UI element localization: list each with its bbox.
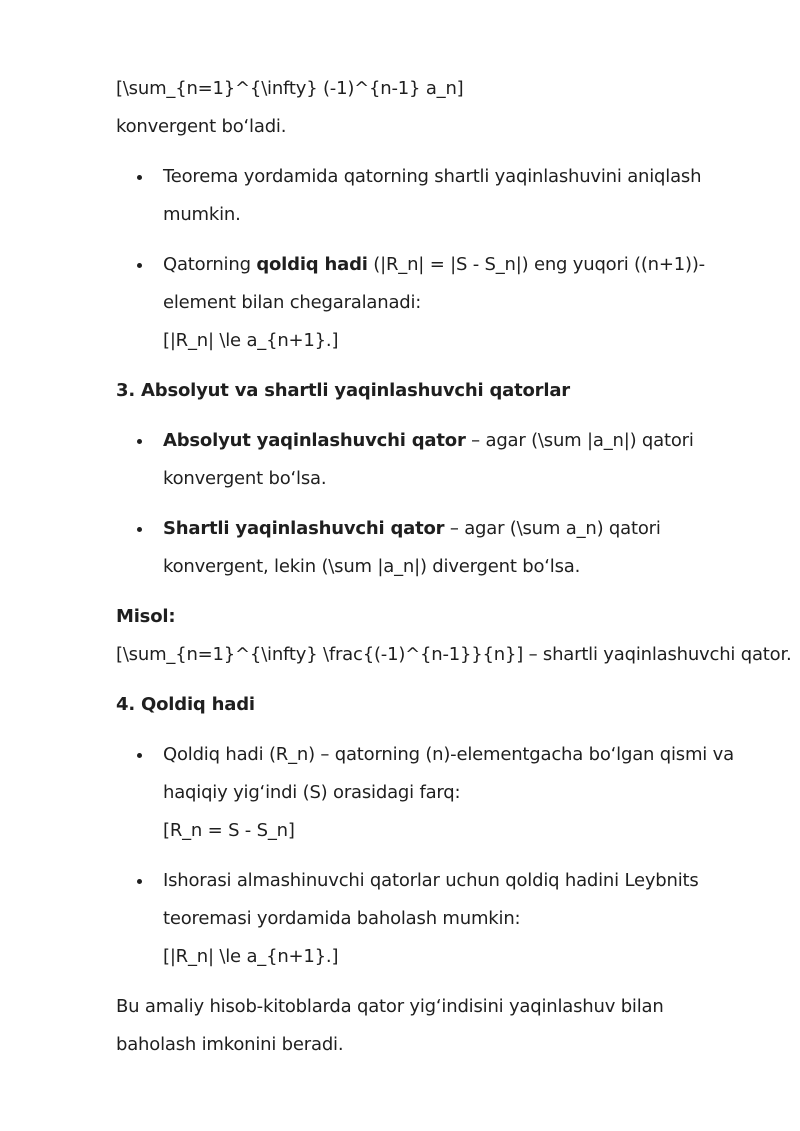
closing-text: baholash imkonini beradi. bbox=[116, 1034, 344, 1055]
bullet-text: – agar (\sum |a_n|) qatori bbox=[465, 430, 694, 451]
bullet-formula: [|R_n| \le a_{n+1}.] bbox=[163, 330, 339, 351]
bullet-line bbox=[163, 246, 756, 284]
bold-term: Absolyut yaqinlashuvchi qator bbox=[163, 430, 466, 451]
bullet-icon bbox=[137, 439, 142, 444]
bullet-line: haqiqiy yig‘indi (S) orasidagi farq: bbox=[163, 782, 461, 803]
bullet-icon bbox=[137, 753, 142, 758]
section3-bullet-list bbox=[116, 422, 756, 586]
example-label: Misol: bbox=[116, 606, 176, 627]
list-item bbox=[116, 158, 756, 234]
bullet-line: konvergent, lekin (\sum |a_n|) divergent bo‘lsa. bbox=[163, 556, 581, 577]
section-heading: 3. Absolyut va shartli yaqinlashuvchi qatorlar bbox=[116, 380, 570, 401]
bullet-line: element bilan chegaralanadi: bbox=[163, 292, 422, 313]
document-page bbox=[116, 70, 792, 1064]
bold-term: Shartli yaqinlashuvchi qator bbox=[163, 518, 445, 539]
bullet-line: Ishorasi almashinuvchi qatorlar uchun qoldiq hadini Leybnits bbox=[163, 870, 699, 891]
bullet-icon bbox=[137, 263, 142, 268]
bullet-text: Qatorning bbox=[163, 254, 257, 275]
intro-text: konvergent bo‘ladi. bbox=[116, 116, 287, 137]
closing-text: Bu amaliy hisob-kitoblarda qator yig‘indisini yaqinlashuv bilan bbox=[116, 996, 664, 1017]
bullet-line: teoremasi yordamida baholash mumkin: bbox=[163, 908, 521, 929]
bullet-formula: [R_n = S - S_n] bbox=[163, 820, 295, 841]
bullet-line: mumkin. bbox=[163, 204, 241, 225]
bold-term: qoldiq hadi bbox=[256, 254, 368, 275]
section-heading: 4. Qoldiq hadi bbox=[116, 694, 255, 715]
bullet-line: Teorema yordamida qatorning shartli yaqinlashuvini aniqlash bbox=[163, 166, 702, 187]
bullet-text: (|R_n| = |S - S_n|) eng yuqori ((n+1))- bbox=[367, 254, 705, 275]
section4-bullet-list bbox=[116, 736, 756, 976]
theorem-bullet-list bbox=[116, 158, 756, 360]
list-item bbox=[116, 862, 756, 976]
intro-formula: [\sum_{n=1}^{\infty} (-1)^{n-1} a_n] bbox=[116, 78, 464, 99]
example-formula: [\sum_{n=1}^{\infty} \frac{(-1)^{n-1}}{n}] – shartli yaqinlashuvchi qator. bbox=[116, 644, 792, 665]
list-item bbox=[116, 736, 756, 850]
bullet-line bbox=[163, 510, 756, 548]
bullet-line: Qoldiq hadi (R_n) – qatorning (n)-elementgacha bo‘lgan qismi va bbox=[163, 744, 734, 765]
bullet-icon bbox=[137, 527, 142, 532]
bullet-text: – agar (\sum a_n) qatori bbox=[444, 518, 661, 539]
bullet-line bbox=[163, 422, 756, 460]
list-item bbox=[116, 510, 756, 586]
bullet-icon bbox=[137, 879, 142, 884]
bullet-icon bbox=[137, 175, 142, 180]
bullet-line: konvergent bo‘lsa. bbox=[163, 468, 327, 489]
bullet-formula: [|R_n| \le a_{n+1}.] bbox=[163, 946, 339, 967]
list-item bbox=[116, 422, 756, 498]
list-item bbox=[116, 246, 756, 360]
